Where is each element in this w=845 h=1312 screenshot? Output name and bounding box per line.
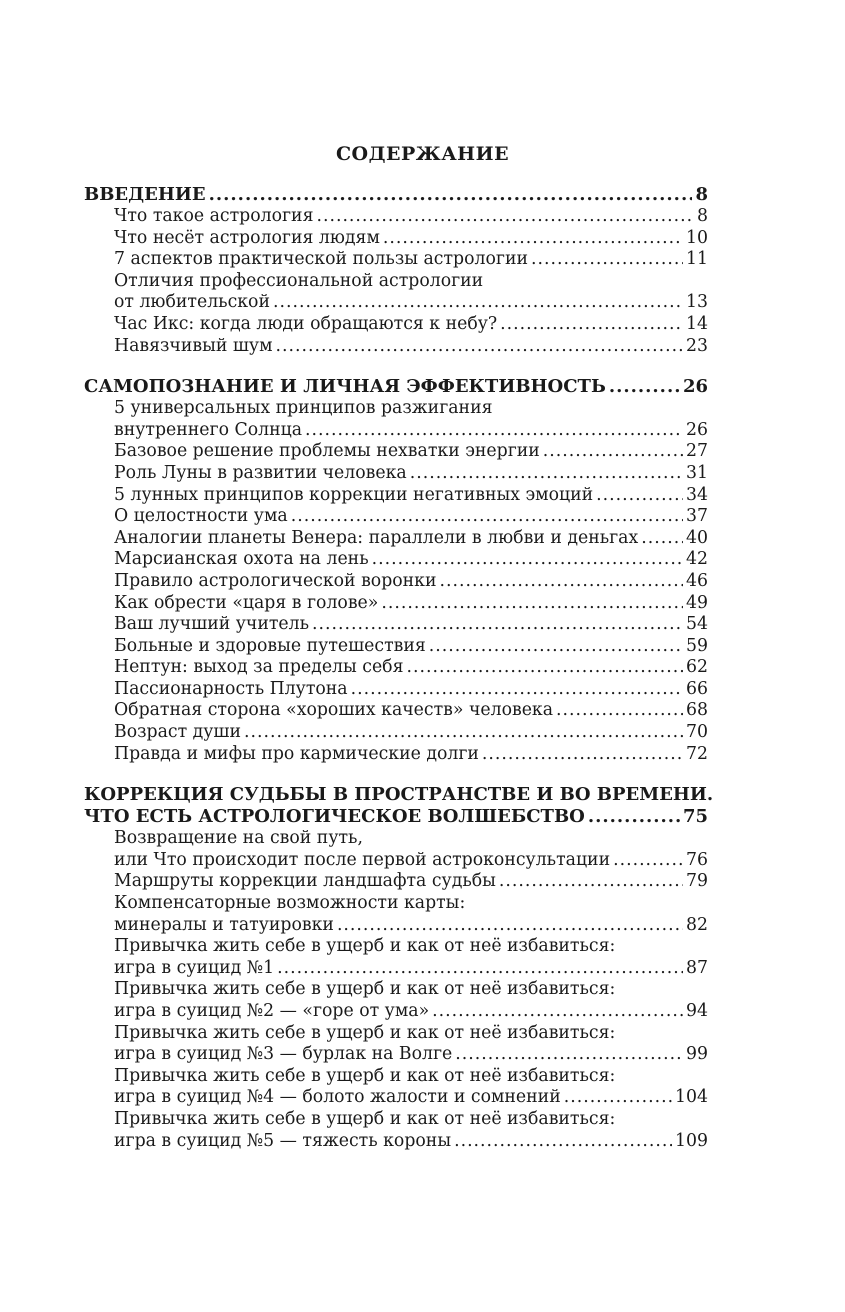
toc-entry <box>84 593 708 615</box>
toc-entry <box>84 1044 708 1066</box>
dot-leader <box>641 528 683 550</box>
dot-leader <box>316 206 694 228</box>
toc-entry <box>84 871 708 893</box>
dot-leader <box>209 184 693 206</box>
dot-leader <box>556 700 683 722</box>
section-heading-text: ЧТО ЕСТЬ АСТРОЛОГИЧЕСКОЕ ВОЛШЕБСТВО <box>84 806 585 828</box>
toc-entry <box>84 1109 708 1131</box>
section-heading <box>84 184 708 206</box>
toc-entry-text: внутреннего Солнца <box>114 419 303 440</box>
toc-entry-text: Марсианская охота на лень <box>114 549 369 570</box>
toc-entry <box>84 979 708 1001</box>
toc-entry-text: Компенсаторные возможности карты: <box>114 893 466 914</box>
toc-section <box>84 184 708 357</box>
toc-entry-text: Привычка жить себе в ущерб и как от неё избавиться: <box>114 1065 616 1086</box>
page-number: 62 <box>686 657 708 678</box>
toc-entry-text: игра в суицид №2 — «горе от ума» <box>114 1001 430 1021</box>
toc-entry-text: Обратная сторона «хороших качеств» человека <box>114 700 554 721</box>
dot-leader <box>482 744 683 766</box>
toc-entry-text: игра в суицид №1 <box>114 957 275 978</box>
dot-leader <box>543 441 683 463</box>
toc-entry <box>84 206 708 228</box>
page-number: 94 <box>686 1001 708 1021</box>
toc-entry <box>84 936 708 958</box>
page-number: 54 <box>686 614 708 635</box>
page-number: 40 <box>686 527 708 548</box>
toc-entry <box>84 506 708 528</box>
page-number: 46 <box>686 570 708 591</box>
section-heading-text: САМОПОЗНАНИЕ И ЛИЧНАЯ ЭФФЕКТИВНОСТЬ <box>84 376 606 398</box>
dot-leader <box>500 314 683 336</box>
toc-entry <box>84 700 708 722</box>
toc-section <box>84 784 714 1152</box>
page-number: 14 <box>686 313 708 334</box>
page-number: 75 <box>682 806 708 828</box>
dot-leader <box>410 463 683 485</box>
page-number: 66 <box>686 678 708 699</box>
toc-entry-text: Маршруты коррекции ландшафта судьбы <box>114 871 496 892</box>
toc-entry <box>84 1131 708 1153</box>
page-number: 72 <box>686 743 708 764</box>
toc-entry-text: Аналогии планеты Венера: параллели в любви и деньгах <box>114 527 639 548</box>
page-number: 79 <box>686 871 708 892</box>
toc-entry <box>84 958 708 980</box>
toc-entry-text: игра в суицид №3 — бурлак на Волге <box>114 1044 453 1065</box>
section-heading <box>84 376 708 398</box>
dot-leader <box>454 1131 672 1153</box>
page-number: 26 <box>686 419 708 440</box>
toc-entry <box>84 228 708 250</box>
page-number: 23 <box>686 335 708 356</box>
toc-entry <box>84 571 708 593</box>
page-number: 26 <box>682 376 708 398</box>
toc-entry <box>84 657 708 679</box>
toc-entry-text: Что несёт астрология людям <box>114 227 380 248</box>
page-number: 37 <box>686 506 708 527</box>
dot-leader <box>564 1087 672 1109</box>
toc-entry-text: Правило астрологической воронки <box>114 570 437 591</box>
toc-entry-text: Что такое астрология <box>114 206 314 226</box>
page-number: 76 <box>686 849 708 870</box>
page-number: 99 <box>686 1044 708 1065</box>
toc-entry-text: Базовое решение проблемы нехватки энергии <box>114 441 540 462</box>
toc-entry <box>84 1066 708 1088</box>
toc-entry-text: 7 аспектов практической пользы астрологии <box>114 249 528 270</box>
toc-entry <box>84 893 708 915</box>
dot-leader <box>381 593 683 615</box>
toc-entry-text: Роль Луны в развитии человека <box>114 462 407 483</box>
toc-entry <box>84 915 708 937</box>
toc-entry <box>84 549 708 571</box>
toc-entry <box>84 828 708 850</box>
toc-entry <box>84 485 708 507</box>
toc-entry <box>84 614 708 636</box>
page-number: 87 <box>686 957 708 978</box>
dot-leader <box>432 1001 683 1023</box>
page-number: 104 <box>675 1087 708 1108</box>
toc-entry <box>84 1023 708 1045</box>
dot-leader <box>588 806 680 828</box>
page-number: 59 <box>686 635 708 656</box>
dot-leader <box>406 657 683 679</box>
toc-entry <box>84 679 708 701</box>
toc-entry <box>84 850 708 872</box>
page-number: 109 <box>675 1130 708 1151</box>
toc-entry <box>84 398 708 420</box>
dot-leader <box>531 249 683 271</box>
toc-section <box>84 376 708 765</box>
page-number: 13 <box>686 292 708 313</box>
toc-entry <box>84 292 708 314</box>
toc-entry-text: Возвращение на свой путь, <box>114 828 363 849</box>
toc-entry-text: Возраст души <box>114 722 242 743</box>
toc-entry <box>84 336 708 358</box>
toc-entry <box>84 636 708 658</box>
toc-entry-text: Правда и мифы про кармические долги <box>114 743 479 764</box>
page-number: 34 <box>686 484 708 505</box>
section-heading-text: ВВЕДЕНИЕ <box>84 184 206 205</box>
dot-leader <box>244 722 683 744</box>
toc-entry-text: Привычка жить себе в ущерб и как от неё избавиться: <box>114 1022 616 1043</box>
toc-entry-text: Пассионарность Плутона <box>114 678 348 699</box>
page-number: 11 <box>686 249 708 270</box>
dot-leader <box>440 571 683 593</box>
dot-leader <box>273 292 683 314</box>
dot-leader <box>305 420 683 442</box>
toc-entry-text: 5 лунных принципов коррекции негативных эмоций <box>114 484 594 505</box>
toc-entry-text: Как обрести «царя в голове» <box>114 592 379 613</box>
toc-entry <box>84 1087 708 1109</box>
toc-entry <box>84 744 708 766</box>
toc-entry <box>84 249 708 271</box>
toc-entry-text: минералы и татуировки <box>114 914 334 935</box>
toc-entry-text: 5 универсальных принципов разжигания <box>114 398 493 419</box>
toc-entry-text: или Что происходит после первой астроконсультации <box>114 849 611 870</box>
page-number: 68 <box>686 700 708 721</box>
dot-leader <box>499 871 683 893</box>
toc-entry-text: от любительской <box>114 292 270 313</box>
toc-entry-text: Нептун: выход за пределы себя <box>114 657 404 678</box>
dot-leader <box>277 958 683 980</box>
toc-entry-text: Час Икс: когда люди обращаются к небу? <box>114 313 498 334</box>
toc-entry <box>84 441 708 463</box>
toc-entry-text: Больные и здоровые путешествия <box>114 635 426 656</box>
dot-leader <box>613 850 683 872</box>
page-number: 27 <box>686 441 708 462</box>
page-number: 31 <box>686 462 708 483</box>
toc-entry-text: игра в суицид №4 — болото жалости и сомнений <box>114 1087 561 1108</box>
toc-entry <box>84 463 708 485</box>
dot-leader <box>429 636 683 658</box>
table-of-contents <box>84 184 714 1171</box>
section-heading-text: КОРРЕКЦИЯ СУДЬБЫ В ПРОСТРАНСТВЕ И ВО ВРЕМЕНИ. <box>84 784 714 806</box>
dot-leader <box>337 915 683 937</box>
dot-leader <box>596 485 683 507</box>
toc-entry-text: Отличия профессиональной астрологии <box>114 270 484 291</box>
toc-entry-text: Ваш лучший учитель <box>114 614 310 635</box>
toc-entry-text: Навязчивый шум <box>114 335 273 356</box>
dot-leader <box>455 1044 683 1066</box>
toc-entry <box>84 528 708 550</box>
toc-entry <box>84 1001 708 1023</box>
page-number: 8 <box>695 184 708 205</box>
dot-leader <box>351 679 683 701</box>
dot-leader <box>276 336 683 358</box>
dot-leader <box>291 506 683 528</box>
dot-leader <box>383 228 683 250</box>
toc-entry-text: Привычка жить себе в ущерб и как от неё избавиться: <box>114 979 616 1000</box>
toc-entry-text: Привычка жить себе в ущерб и как от неё избавиться: <box>114 1108 616 1129</box>
page-number: 82 <box>686 914 708 935</box>
page-number: 8 <box>697 206 708 226</box>
toc-entry <box>84 722 708 744</box>
dot-leader <box>609 376 680 398</box>
dot-leader <box>372 549 683 571</box>
page-number: 42 <box>686 549 708 570</box>
toc-entry <box>84 314 708 336</box>
dot-leader <box>312 614 683 636</box>
toc-entry <box>84 420 708 442</box>
toc-entry-text: О целостности ума <box>114 506 288 527</box>
section-heading <box>84 806 708 828</box>
section-heading <box>84 784 714 806</box>
page-number: 70 <box>686 722 708 743</box>
page-title: СОДЕРЖАНИЕ <box>335 143 510 165</box>
toc-entry-text: Привычка жить себе в ущерб и как от неё избавиться: <box>114 936 616 957</box>
page-number: 49 <box>686 592 708 613</box>
toc-entry <box>84 271 708 293</box>
toc-entry-text: игра в суицид №5 — тяжесть короны <box>114 1130 452 1151</box>
page-number: 10 <box>686 227 708 248</box>
